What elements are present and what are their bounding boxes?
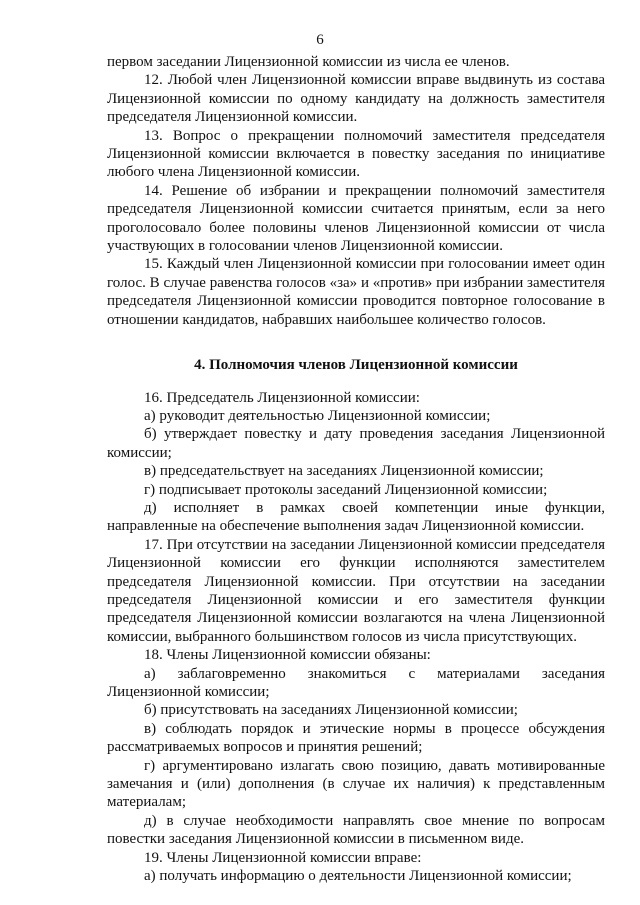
paragraph-19: 19. Члены Лицензионной комиссии вправе: [144, 849, 422, 866]
list-item-18d: г) аргументировано излагать свою позицию, давать мотивированные замечания и (или) дополнения (в случае их наличия) к представленным материалам; [107, 757, 605, 811]
paragraph-13: 13. Вопрос о прекращении полномочий заместителя председателя Лицензионной комиссии включается в повестку заседания по инициативе любого члена Лицензионной комиссии. [107, 127, 605, 181]
list-item-18c: в) соблюдать порядок и этические нормы в процессе обсуждения рассматриваемых вопросов и принятия решений; [107, 720, 605, 756]
page-number: 6 [316, 32, 324, 48]
spacer [107, 329, 605, 343]
list-item-19a: а) получать информацию о деятельности Лицензионной комиссии; [144, 868, 572, 885]
list-item-16c: в) председательствует на заседаниях Лицензионной комиссии; [144, 463, 544, 480]
document-body [107, 53, 605, 885]
list-item-18b: б) присутствовать на заседаниях Лицензионной комиссии; [144, 702, 518, 719]
paragraph-continuation: первом заседании Лицензионной комиссии из числа ее членов. [107, 54, 510, 70]
list-item-16d: г) подписывает протоколы заседаний Лицензионной комиссии; [144, 481, 548, 498]
list-item-18a: а) заблаговременно знакомиться с материалами заседания Лицензионной комиссии; [107, 665, 605, 700]
paragraph-16: 16. Председатель Лицензионной комиссии: [144, 389, 420, 406]
paragraph-17: 17. При отсутствии на заседании Лицензионной комиссии председателя Лицензионной комиссии его функции исполняются заместителем председателя Лицензионной комиссии. При отсутствии на заседании председателя Лицензионной комиссии и его заместителя функции председателя Лицензионной комиссии возлагаются на члена Лицензионной комиссии, выбранного большинством голосов из числа присутствующих. [107, 536, 605, 645]
list-item-16a: а) руководит деятельностью Лицензионной комиссии; [144, 407, 491, 424]
paragraph-12: 12. Любой член Лицензионной комиссии вправе выдвинуть из состава Лицензионной комиссии по одному кандидату на должность заместителя председателя Лицензионной комиссии. [107, 72, 605, 126]
list-item-18e: д) в случае необходимости направлять свое мнение по вопросам повестки заседания Лицензионной комиссии в письменном виде. [107, 812, 605, 848]
paragraph-14: 14. Решение об избрании и прекращении полномочий заместителя председателя Лицензионной комиссии считается принятым, если за него проголосовало более половины членов Лицензионной комиссии от числа участвующих в голосовании членов Лицензионной комиссии. [107, 182, 605, 255]
section-heading: 4. Полномочия членов Лицензионной комиссии [194, 357, 518, 374]
paragraph-18: 18. Члены Лицензионной комиссии обязаны: [144, 647, 431, 664]
list-item-16b: б) утверждает повестку и дату проведения заседания Лицензионной комиссии; [107, 426, 605, 461]
paragraph-15: 15. Каждый член Лицензионной комиссии при голосовании имеет один голос. В случае равенства голосов «за» и «против» при избрании заместителя председателя Лицензионной комиссии проводится повторное голосование в отношении кандидатов, набравших наибольшее количество голосов. [107, 256, 605, 328]
list-item-16e: д) исполняет в рамках своей компетенции иные функции, направленные на обеспечение выполнения задач Лицензионной комиссии. [107, 499, 605, 535]
